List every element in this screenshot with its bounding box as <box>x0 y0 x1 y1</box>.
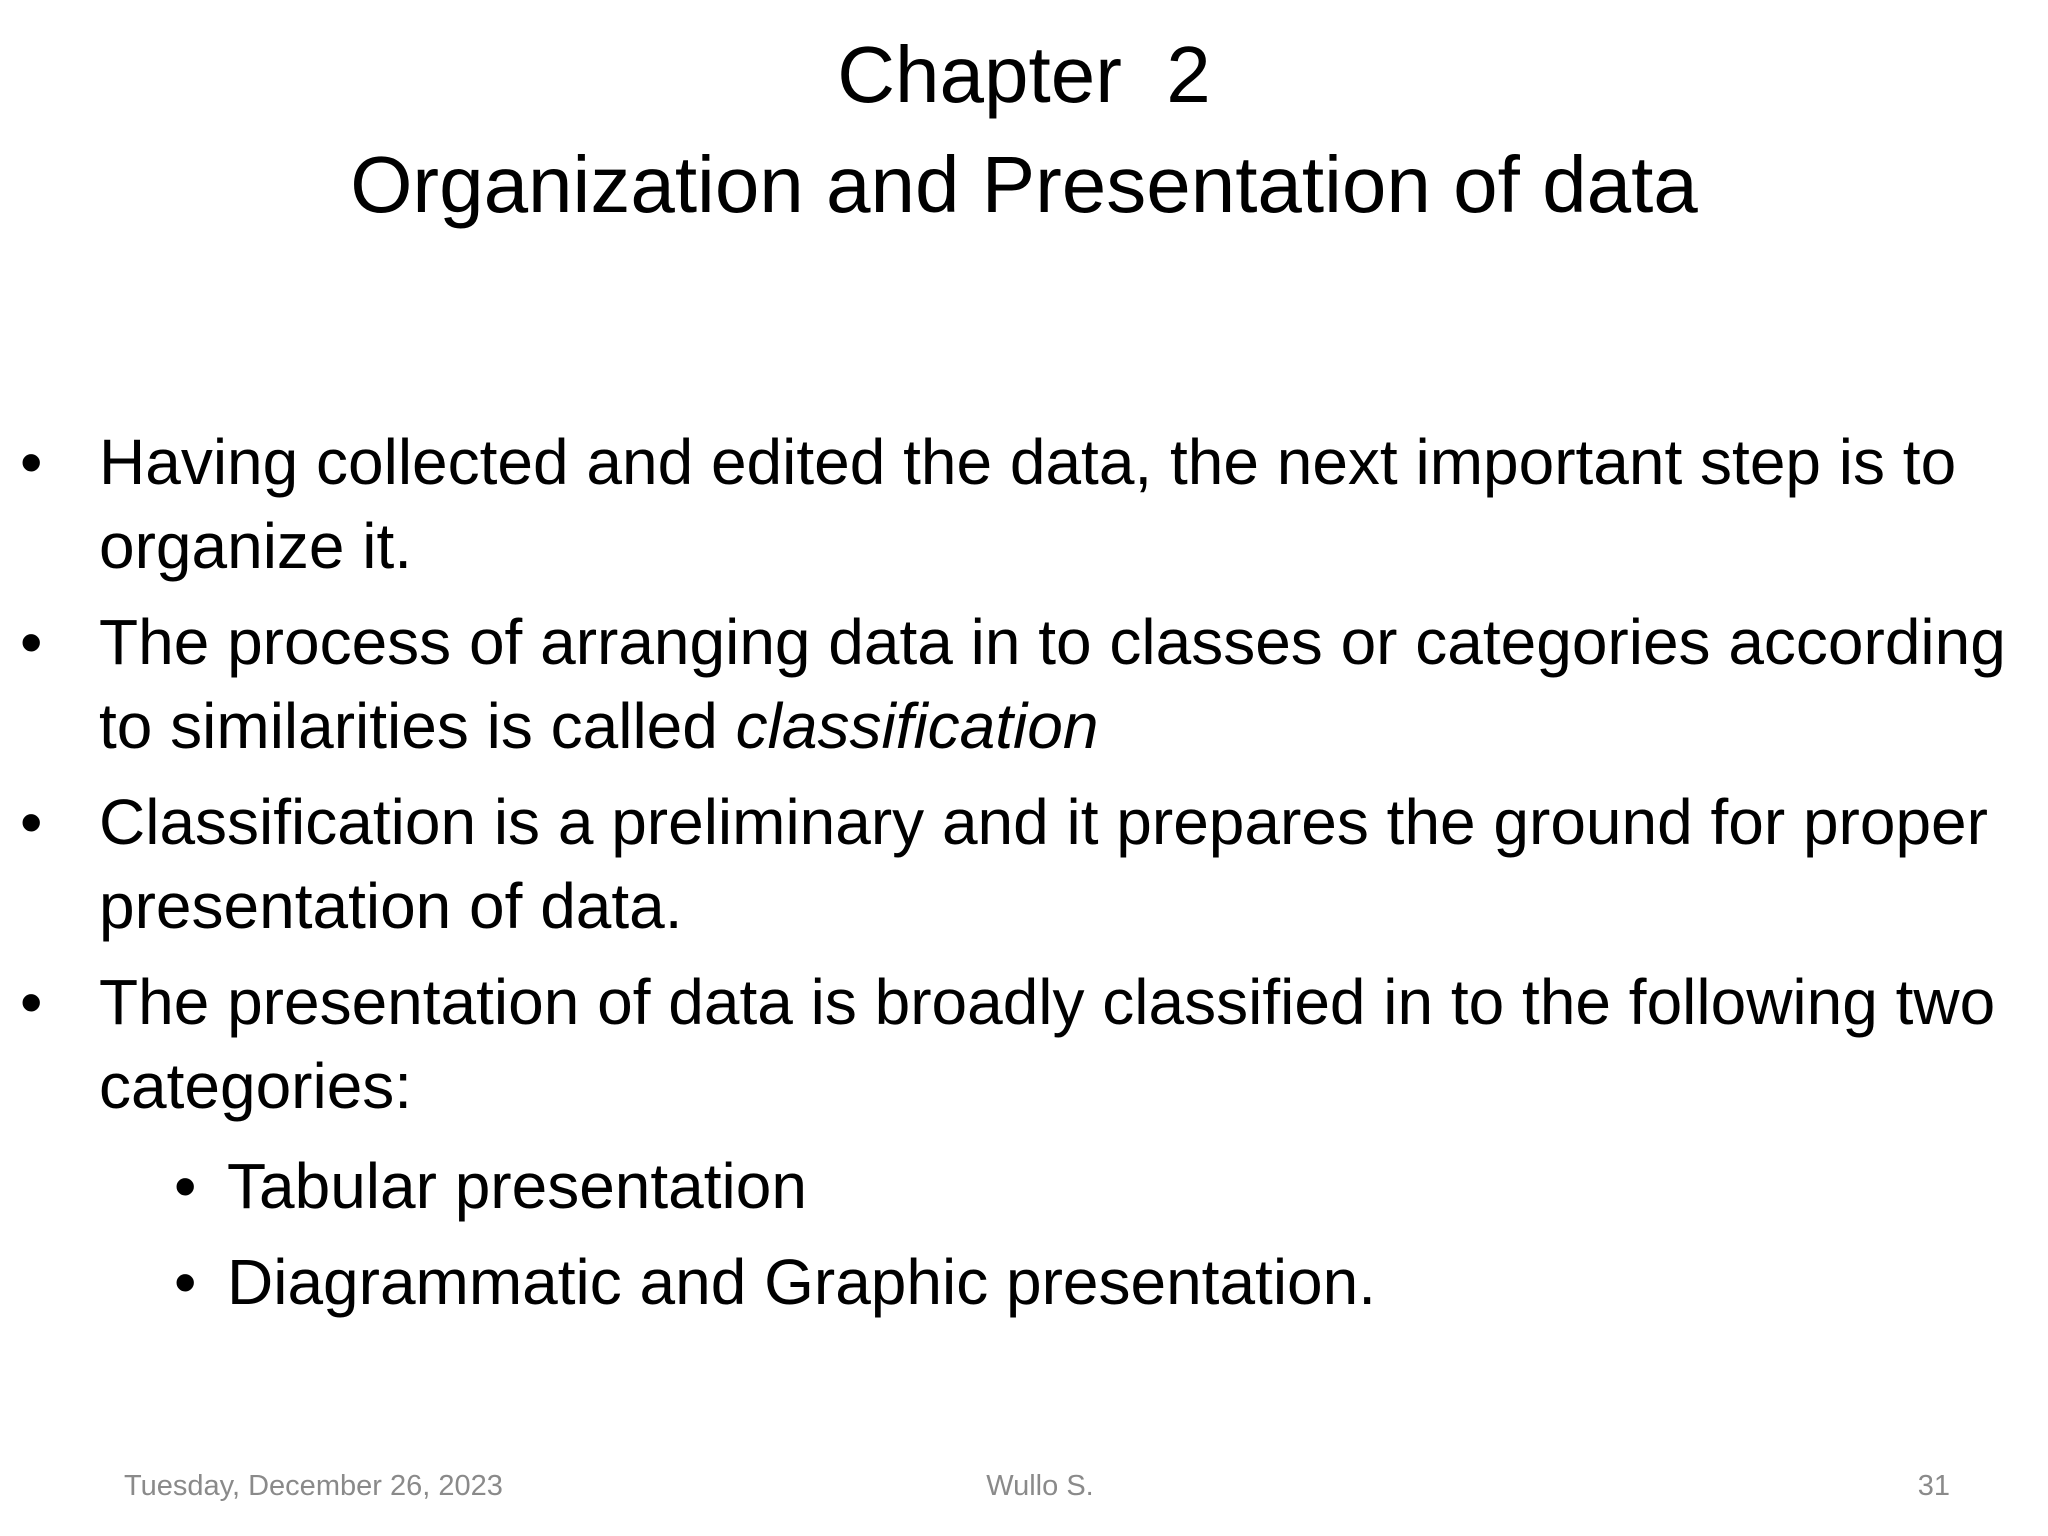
sub-bullet-icon: • <box>174 1246 197 1318</box>
sub-bullet-item <box>170 1234 1376 1330</box>
sub-bullet-text: Diagrammatic and Graphic presentation. <box>227 1246 1376 1318</box>
sub-bullet-item <box>170 1138 1376 1234</box>
bullet-text: The process of arranging data in to classes or categories according to similarities is called <box>99 606 2006 762</box>
sub-bullet-list <box>170 1138 1376 1330</box>
sub-bullet-icon: • <box>174 1150 197 1222</box>
bullet-item <box>16 780 2006 948</box>
footer-author: Wullo S. <box>986 1470 1094 1502</box>
bullet-icon: • <box>20 606 43 678</box>
bullet-item <box>16 420 2006 588</box>
bullet-emphasis: classification <box>735 690 1099 762</box>
footer-page-number: 31 <box>1917 1470 1950 1502</box>
bullet-icon: • <box>20 966 43 1038</box>
bullet-text: Classification is a preliminary and it prepares the ground for proper presentation of data. <box>99 786 1988 942</box>
sub-bullet-text: Tabular presentation <box>227 1150 807 1222</box>
title-topic: Organization and Presentation of data <box>350 140 1698 229</box>
bullet-icon: • <box>20 786 43 858</box>
bullet-text: Having collected and edited the data, the next important step is to organize it. <box>99 426 1957 582</box>
bullet-icon: • <box>20 426 43 498</box>
footer-date: Tuesday, December 26, 2023 <box>124 1470 503 1502</box>
bullet-item <box>16 960 2006 1128</box>
bullet-item <box>16 600 2006 768</box>
slide-title <box>0 20 2048 240</box>
title-chapter: Chapter 2 <box>837 30 1211 119</box>
bullet-text: The presentation of data is broadly classified in to the following two categories: <box>99 966 1996 1122</box>
bullet-list <box>16 420 2006 1140</box>
